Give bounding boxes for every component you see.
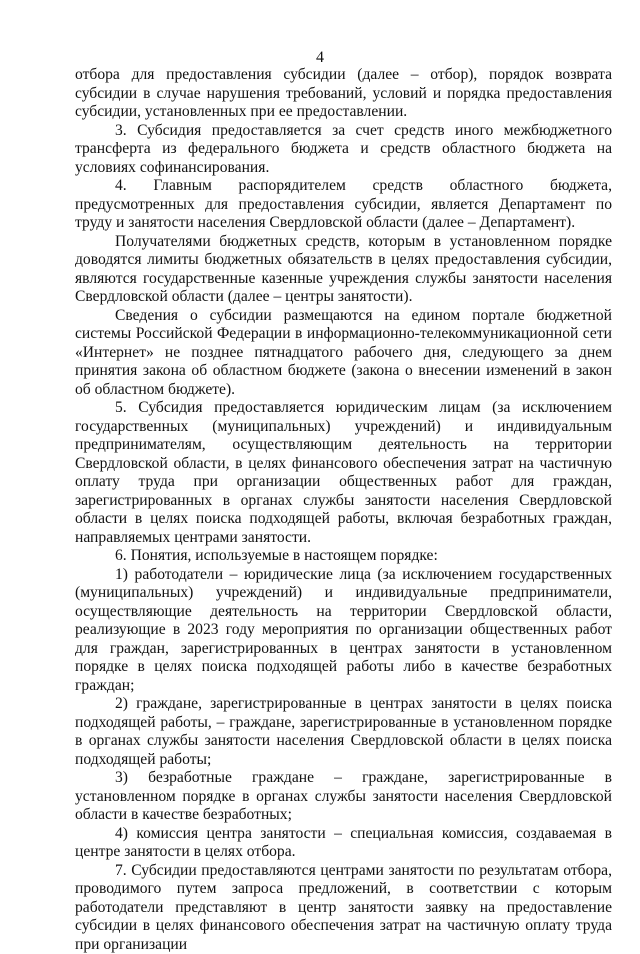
document-body xyxy=(75,66,612,954)
paragraph-6: 5. Субсидия предоставляется юридическим лицам (за исключением государственных (муниципальных) учреждений) и индивидуальным предпринимателям, осуществляющим деятельность на территории Свердловской области, в целях финансового обеспечения затрат на частичную оплату труда при организации общественных работ для граждан, зарегистрированных в органах службы занятости населения Свердловской области в целях поиска подходящей работы, включая безработных граждан, направляемых центрами занятости. xyxy=(75,399,612,547)
page-number: 4 xyxy=(0,49,640,67)
paragraph-2: 3. Субсидия предоставляется за счет средств иного межбюджетного трансферта из федерального бюджета и средств областного бюджета на условиях софинансирования. xyxy=(75,122,612,178)
paragraph-11: 4) комиссия центра занятости – специальная комиссия, создаваемая в центре занятости в целях отбора. xyxy=(75,825,612,862)
paragraph-12: 7. Субсидии предоставляются центрами занятости по результатам отбора, проводимого путем запроса предложений, в соответствии с которым работодатели представляют в центр занятости заявку на предоставление субсидии в целях финансового обеспечения затрат на частичную оплату труда при организации xyxy=(75,862,612,954)
paragraph-4: Получателями бюджетных средств, которым в установленном порядке доводятся лимиты бюджетных обязательств в целях предоставления субсидии, являются государственные казенные учреждения службы занятости населения Свердловской области (далее – центры занятости). xyxy=(75,233,612,307)
paragraph-7: 6. Понятия, используемые в настоящем порядке: xyxy=(75,547,612,566)
paragraph-10: 3) безработные граждане – граждане, зарегистрированные в установленном порядке в органах службы занятости населения Свердловской области в качестве безработных; xyxy=(75,769,612,825)
paragraph-1: отбора для предоставления субсидии (далее – отбор), порядок возврата субсидии в случае нарушения требований, условий и порядка предоставления субсидии, установленных при ее предоставлении. xyxy=(75,66,612,122)
paragraph-3: 4. Главным распорядителем средств областного бюджета, предусмотренных для предоставления субсидии, является Департамент по труду и занятости населения Свердловской области (далее – Департамент). xyxy=(75,177,612,233)
paragraph-9: 2) граждане, зарегистрированные в центрах занятости в целях поиска подходящей работы, – граждане, зарегистрированные в установленном порядке в органах службы занятости населения Свердловской области в целях поиска подходящей работы; xyxy=(75,695,612,769)
paragraph-5: Сведения о субсидии размещаются на едином портале бюджетной системы Российской Федерации в информационно-телекоммуникационной сети «Интернет» не позднее пятнадцатого рабочего дня, следующего за днем принятия закона об областном бюджете (закона о внесении изменений в закон об областном бюджете). xyxy=(75,307,612,400)
paragraph-8: 1) работодатели – юридические лица (за исключением государственных (муниципальных) учреждений) и индивидуальные предприниматели, осуществляющие деятельность на территории Свердловской области, реализующие в 2023 году мероприятия по организации общественных работ для граждан, зарегистрированных в центрах занятости в установленном порядке в целях поиска подходящей работы либо в качестве безработных граждан; xyxy=(75,566,612,696)
